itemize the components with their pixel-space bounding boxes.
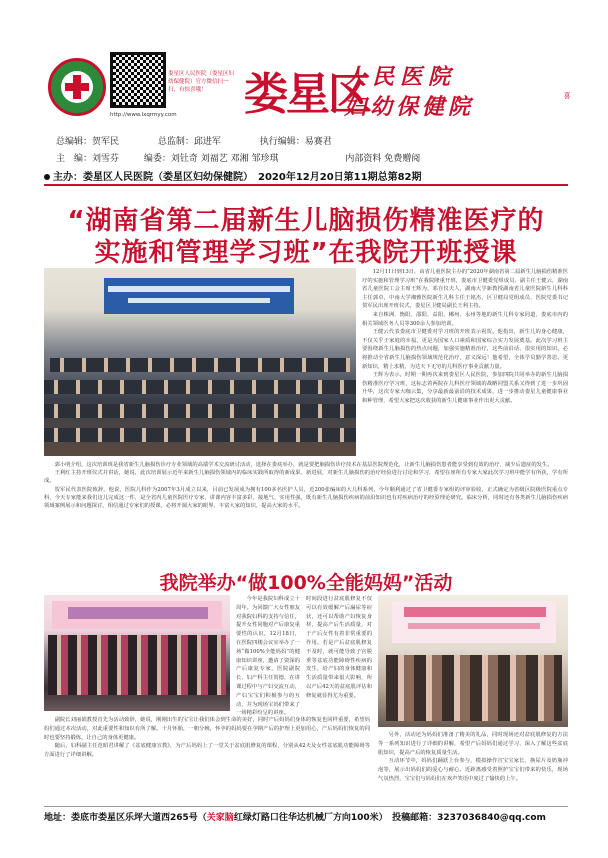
article2-right-text [378, 731, 568, 784]
qr-note: 娄星区人民医院（娄星区妇幼保健院）官方微信扫一扫，有惊喜哦！ [168, 71, 235, 93]
article1-paragraph: 王利红主持开班仪式并讲话，她说，此次培训展示近年来新生儿脑损伤领域内的临床实践所取得的新成果、新进展，对新生儿脑损伤的治疗经验进行讨论和学习，希望在座所有专家大家此次学习班中能学有所获，学有所成。 [44, 470, 568, 485]
staff-line-2 [56, 151, 432, 164]
staff-line-1 [56, 134, 344, 147]
website-url[interactable]: http://www.lxqrmyy.com [110, 112, 177, 118]
article1-paragraph: 王辉为表示，时期一期再次来到娄星区人民医院，参加四院共同举办的新生儿脑损伤精准医疗学习班，这标志着两院在儿科医疗领域的战略同盟关系又得到了进一步巩固升华，这次专家大咖云集，分享最新最前沿的技术成果，进一步推动娄星儿童健康事业和种管理，希望大家把这次收获的新生儿健康事业作出更大贡献。 [362, 372, 568, 404]
article1-paragraph: 贺军民代表医院致辞，他说，医院儿科作为2007年3月成立以来，目前已发展成为拥有100多名医护人员，近200张编床的大儿科系列，今年顺利通过了省卫健委专家组的评审验收，正式确定为省级区院级医院重点专科，今天专家能来我们这儿完成这一件，是全省内儿童医院医疗专家，讲课内容丰富多彩，接地气、实用性强，既有新生儿脑损伤疾病的前沿知识也有对疾病治疗的经验理论研究。临床分析，同时还有各类新生儿脑损伤疾病领域案例展示和问题探讨，相信通过专家们的授课，必将开阔大家的眼界，丰富大家的知识，提高大家的水平。 [44, 486, 568, 510]
editorial-board: 编委：刘钍奇 刘福艺 邓湘 邹珍琪 [143, 154, 279, 164]
chief-editor: 总编辑：贺军民 [56, 137, 120, 147]
masthead-line1: 人民医院 [344, 64, 457, 90]
article2-paragraph: 副院长刘丽娟教授首先为活动致辞，她说，刚刚出生的宝宝让我们体会到生命的美好，同时产后妈妈们身体的恢复也同样重要，希望妈妈们通过本次活动，对此重要性和知识有所了解。十月怀胎，一朝分娩，怀孕的妈妈要在孕期产后的护理上更加用心，产后妈妈们恢复的同时也要坚持锻炼，让自己的身体更健康。 [44, 717, 370, 741]
footer [44, 810, 568, 823]
bullet-icon [44, 174, 50, 180]
hospital-logo-icon [48, 58, 106, 116]
masthead-seal: 喜 [563, 92, 571, 99]
article1-photo [44, 268, 356, 456]
internal-note: 内部资料 免费赠阅 [345, 154, 421, 164]
host-text: 主办：娄星区人民医院（娄星区妇幼保健院） 2020年12月20日第11期总第82期 [53, 172, 422, 183]
article1-paragraph: 来自株洲、衡阳、邵阳、益阳、郴州、永州等地的新生儿科专家同道，娄底市内的相关领域医务人员等300余人参加培训。 [362, 311, 568, 327]
footer-address-prefix: 地址：娄底市娄星区乐坪大道西265号（ [44, 813, 207, 823]
article1-headline-1: “湖南省第二届新生儿脑损伤精准医疗的 [67, 206, 545, 236]
host-line [44, 168, 422, 183]
article2-paragraph: 今年是我院妇科成立十周年。为回馈广大女性朋友对我院妇科的支持与信任，提升女性同胞对产后康复重要性的认识，12月18日，在医院四楼会议室举办了一场“做100%全能妈妈”的健康知识讲座，邀请了资深的产后康复专家，医院副院长、妇产科主任贺德，在讲课过程中与产妇交流互动，产妇宝宝们积极参与的互动，并为现场宝妈们带来了一场精彩纷呈的讲座。 [236, 596, 300, 717]
article2-left-text [44, 716, 370, 760]
article2-paragraph: 时间段进行盆底肌修复不仅可以有效缓解产后漏尿等症状，还可以帮助产妇恢复身材，提高产后生活质量，对于产后女性有着非常重要的作用。若是产后盆底肌修复不及时，就可能导致子宫脱垂等盆底功能障碍性疾病的发生，给产妇的身体健康和生活质量带来很大影响，所以产后42天的盆底肌评估和修复就显得尤为重要。 [306, 596, 372, 699]
article1-right-column [362, 268, 568, 406]
footer-landmark: 关家脑 [206, 813, 234, 823]
masthead-line2: 妇幼保健院 [344, 94, 475, 120]
article2-column-2 [306, 595, 372, 701]
divider [44, 184, 568, 186]
footer-address-suffix: 红绿灯路口往华达机械厂方向100米） 投稿邮箱： [233, 813, 438, 823]
masthead-county: 娄星区 [244, 69, 370, 120]
masthead-title [244, 56, 574, 124]
editor-in-charge: 主 编：刘雪芬 [56, 154, 120, 164]
qr-code-icon [110, 52, 166, 108]
article2-paragraph: 随后，妇科副主任范昭君讲解了《盆底健康宣教》，为产后妈妈上了一堂关于盆底肌修复的课程，分别从42天及女性盆底肌功能障碍等方面进行了详细讲解。 [44, 743, 370, 759]
article2-column-1 [236, 595, 300, 718]
article2-headline: 我院举办“做100%全能妈妈”活动 [159, 572, 453, 594]
article1-paragraph: 12月11日到13日，由省儿童医院主办的“2020年湖南省第二届新生儿脑损伤精准医疗的实施和管理学习班”在我院隆重开班，娄底市卫健委党组成员、副主任王健云，湖南省儿童医院工会主席王辉为，邓自仪夫人，湖南大学新教授湖南省儿童医院新生儿科科主任郭卓，中南大学湘雅医院新生儿科主任王铭杰，区卫健局党组成员、医院党委书记贺军民出席开班仪式，娄星区卫健局副长王利主持。 [362, 269, 568, 310]
article1-paragraph: 王健云代表娄底市卫健委对学习班的开班表示祝贺。他指出，新生儿的身心健康，不仅关乎于家庭的幸福，更是为国家人口素质和国家综合实力发展奠基。此次学习班主要围绕新生儿脑损伤的热点问题，加强实施精准治疗，这些前沿话、很实用的知识，必将推动全省新生儿脑损伤领域规范化治疗，意义深远！他希望，全体学员勤学善思，更新知识，精上求精，为达天下无穷的儿科医疗事业贡献力量。 [362, 329, 568, 370]
chief-supervisor: 总监制：邱进军 [157, 137, 221, 147]
article1-bottom-text [44, 461, 568, 510]
article2-lecture-photo [378, 595, 568, 727]
executive-editor: 执行编辑：易赛君 [259, 137, 332, 147]
article2-group-photo [44, 595, 230, 711]
footer-email[interactable]: 3237036840@qq.com [437, 813, 546, 823]
article2-paragraph: 互动环节中，妈妈们踊跃上台参与，模拟操作宣宝宝家长、换尿片及奶瓶冲泡等，展示出妈妈们的爱心与耐心。近距离感受着照护宝宝们带来的快乐，现场气氛热烈，宝宝们与妈妈们在欢声笑语中度过了愉快的上午。 [378, 758, 568, 782]
article1-headline-2: 实施和管理学习班”在我院开班授课 [94, 238, 518, 268]
article2-paragraph: 另外，活动还为妈妈们准备了精美的礼品，同时现场还对盆底肌修复的方法等一系列知识进行了详细的讲解，希望产后妈妈们通过学习，深入了解这些盆底肌知识，提高产后的恢复质量生活。 [378, 732, 568, 756]
footer-divider [44, 806, 568, 807]
article1-paragraph: 郭小明介绍，这次培训班是我省新生儿脑损伤诊疗专业领域的高端学术交流研讨活动，选择在娄底举办，就是要把脑损伤诊疗技术在基层医院规范化，让新生儿脑损伤患者能享受到有效的治疗，减少后遗症的发生。 [54, 462, 553, 468]
